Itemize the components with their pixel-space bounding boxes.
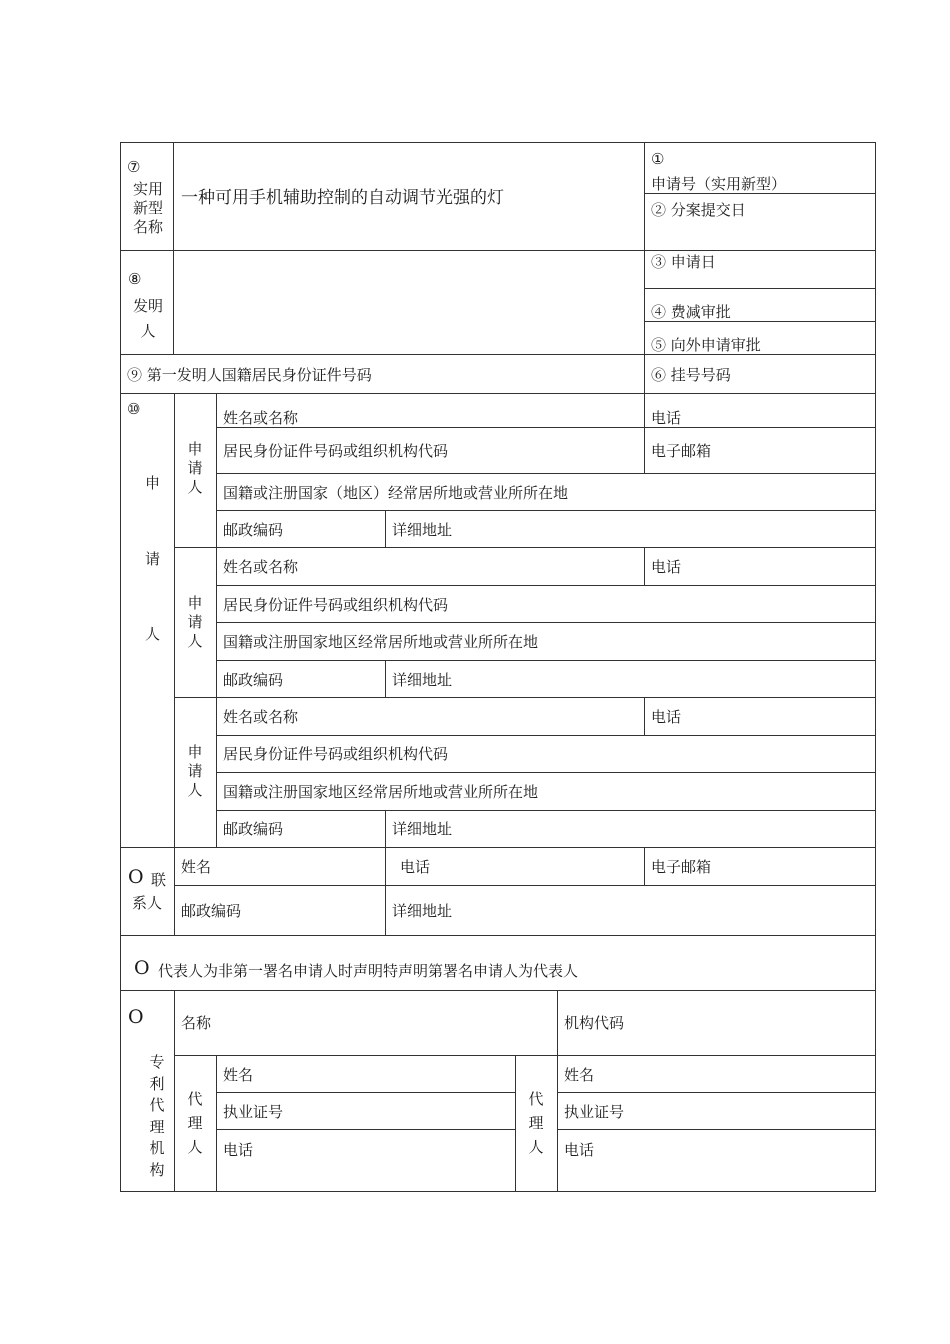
applicant-block-label: 申请人 [187, 440, 203, 496]
contact-phone-field[interactable]: 电话 [400, 858, 431, 876]
table-rule [557, 1129, 876, 1130]
contact-email-field[interactable]: 电子邮箱 [651, 858, 712, 876]
table-rule [174, 990, 175, 1192]
inventor-label: 发明人 [132, 297, 163, 340]
table-rule [120, 250, 876, 251]
table-rule [174, 847, 175, 935]
table-rule [216, 427, 876, 428]
table-rule [173, 142, 174, 354]
contact-postal-field[interactable]: 邮政编码 [181, 902, 242, 920]
agency-mark: O [128, 1006, 144, 1028]
agent-phone-field[interactable]: 电话 [564, 1141, 595, 1159]
applicant-address-field[interactable]: 详细地址 [392, 671, 453, 689]
table-rule [644, 847, 645, 885]
applicant-id-field[interactable]: 居民身份证件号码或组织机构代码 [223, 442, 449, 460]
table-rule [644, 697, 645, 735]
table-border-right [875, 142, 876, 1192]
applicant-postal-field[interactable]: 邮政编码 [223, 820, 284, 838]
contact-address-field[interactable]: 详细地址 [392, 902, 453, 920]
table-border-bottom [120, 1191, 876, 1192]
utility-model-name-number: ⑦ [127, 158, 141, 176]
table-rule [120, 847, 876, 848]
agent-phone-field[interactable]: 电话 [223, 1141, 254, 1159]
table-rule [120, 935, 876, 936]
table-rule [120, 393, 876, 394]
table-rule [644, 193, 876, 194]
table-rule [216, 772, 876, 773]
table-rule [174, 885, 876, 886]
applicant-postal-field[interactable]: 邮政编码 [223, 521, 284, 539]
table-rule [174, 1055, 876, 1056]
agent-name-field[interactable]: 姓名 [564, 1066, 595, 1084]
contact-name-field[interactable]: 姓名 [181, 858, 212, 876]
table-border-top [120, 142, 876, 143]
agent-name-field[interactable]: 姓名 [223, 1066, 254, 1084]
table-rule [120, 990, 876, 991]
table-rule [174, 393, 175, 847]
agency-name-field[interactable]: 名称 [181, 1014, 212, 1032]
table-rule [174, 547, 876, 548]
table-rule [644, 142, 645, 393]
applicant-phone-field[interactable]: 电话 [651, 409, 682, 427]
agent-license-field[interactable]: 执业证号 [223, 1103, 284, 1121]
table-rule [216, 585, 876, 586]
table-rule [644, 321, 876, 322]
representative-statement[interactable]: 代表人为非第一署名申请人时声明特声明第署名申请人为代表人 [158, 962, 579, 980]
table-rule [216, 735, 876, 736]
foreign-filing-field[interactable]: ⑤ 向外申请审批 [651, 336, 761, 354]
applicant-nation-field[interactable]: 国籍或注册国家地区经常居所地或营业所所在地 [223, 783, 539, 801]
table-rule [216, 622, 876, 623]
applicant-name-field[interactable]: 姓名或名称 [223, 409, 299, 427]
agent-label: 代理人 [187, 1090, 203, 1156]
table-rule [557, 990, 558, 1192]
applicant-name-field[interactable]: 姓名或名称 [223, 558, 299, 576]
contact-mark: O [128, 866, 144, 888]
table-rule [216, 393, 217, 847]
applicants-label-char: 人 [145, 625, 161, 643]
table-rule [385, 510, 386, 547]
agency-org-code-field[interactable]: 机构代码 [564, 1014, 625, 1032]
utility-model-name-value[interactable]: 一种可用手机辅助控制的自动调节光强的灯 [181, 188, 504, 208]
table-rule [385, 810, 386, 847]
table-border-left [120, 142, 121, 1192]
application-number-field[interactable]: 申请号（实用新型） [651, 175, 787, 193]
applicant-nation-field[interactable]: 国籍或注册国家地区经常居所地或营业所所在地 [223, 633, 539, 651]
table-rule [644, 547, 645, 585]
table-rule [216, 473, 876, 474]
fee-reduction-field[interactable]: ④ 费减审批 [651, 303, 731, 321]
table-rule [385, 847, 386, 935]
divisional-date-field[interactable]: ② 分案提交日 [651, 201, 746, 219]
table-rule [120, 354, 876, 355]
applicant-id-field[interactable]: 居民身份证件号码或组织机构代码 [223, 745, 449, 763]
registered-number-field[interactable]: ⑥ 挂号号码 [651, 366, 731, 384]
applicant-email-field[interactable]: 电子邮箱 [651, 442, 712, 460]
table-rule [174, 697, 876, 698]
first-inventor-id-field[interactable]: ⑨ 第一发明人国籍居民身份证件号码 [127, 366, 372, 384]
applicants-label-char: 申 [145, 474, 161, 492]
table-rule [385, 660, 386, 697]
table-rule [216, 1055, 217, 1192]
applicant-phone-field[interactable]: 电话 [651, 708, 682, 726]
agent-license-field[interactable]: 执业证号 [564, 1103, 625, 1121]
applicant-nation-field[interactable]: 国籍或注册国家（地区）经常居所地或营业所所在地 [223, 484, 569, 502]
table-rule [216, 1092, 515, 1093]
applicants-label-char: 请 [145, 550, 161, 568]
contact-label: 系人 [132, 894, 163, 912]
applicant-address-field[interactable]: 详细地址 [392, 820, 453, 838]
applicant-name-field[interactable]: 姓名或名称 [223, 708, 299, 726]
inventor-number: ⑧ [128, 270, 142, 288]
applicant-id-field[interactable]: 居民身份证件号码或组织机构代码 [223, 596, 449, 614]
agent-label: 代理人 [528, 1090, 544, 1156]
applicant-phone-field[interactable]: 电话 [651, 558, 682, 576]
application-number-index: ① [651, 150, 665, 168]
table-rule [216, 660, 876, 661]
table-rule [644, 393, 645, 473]
agency-label: 专利代理机构 [149, 1053, 165, 1179]
contact-label: 联 [151, 871, 167, 889]
table-rule [216, 1129, 515, 1130]
table-rule [557, 1092, 876, 1093]
representative-mark: O [134, 957, 150, 979]
applicant-block-label: 申请人 [187, 594, 203, 650]
table-rule [216, 810, 876, 811]
applicant-postal-field[interactable]: 邮政编码 [223, 671, 284, 689]
utility-model-name-label: 实用新型名称 [132, 180, 163, 236]
applicant-block-label: 申请人 [187, 743, 203, 799]
applicant-address-field[interactable]: 详细地址 [392, 521, 453, 539]
applicants-number: ⑩ [127, 400, 141, 418]
table-rule [515, 1055, 516, 1192]
table-rule [216, 510, 876, 511]
table-rule [644, 288, 876, 289]
filing-date-field[interactable]: ③ 申请日 [651, 253, 716, 271]
